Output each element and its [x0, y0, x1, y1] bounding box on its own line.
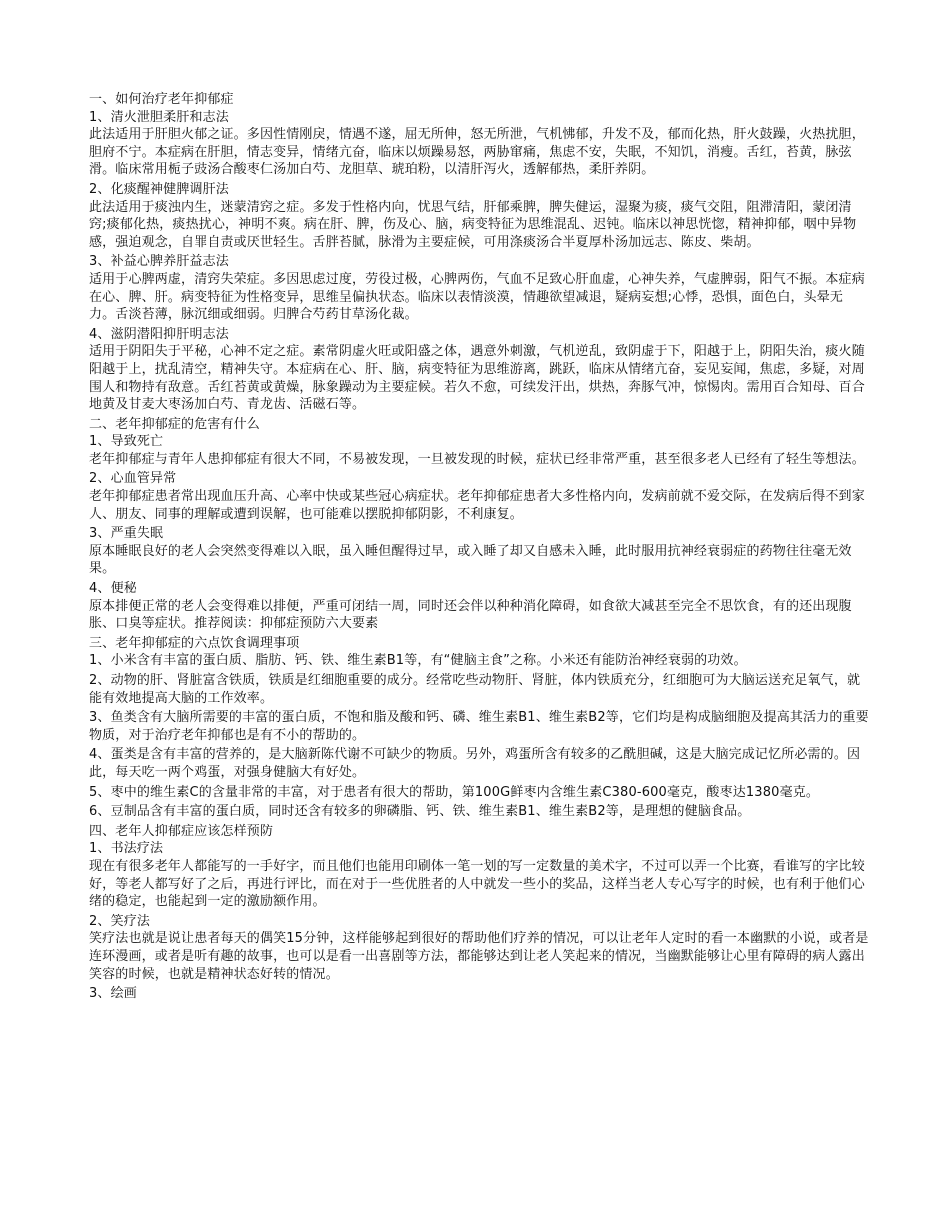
method-4-heading: 4、滋阴潜阳抑肝明志法: [89, 326, 229, 342]
method-4-text: 适用于阴阳失于平秘，心神不定之症。素常阴虚火旺或阳盛之体，遇意外刺激，气机逆乱，致阴虚于下，阳越于上，阴阳失治，痰火随阳越于上，扰乱清空，精神失守。本症病在心、肝、脑，病变特征为思维游离，跳跃，临床从情绪亢奋，妄见妄闻，焦虑，多疑，对周围人和物持有敌意。舌红苔黄或黄燥，脉象躁动为主要症候。若久不愈，可续发汗出，烘热，奔豚气冲，惊惕肉。需用百合知母、百合地黄及甘麦大枣汤加白芍、青龙齿、活磁石等。: [89, 344, 865, 413]
method-3-heading: 3、补益心脾养肝益志法: [89, 254, 229, 270]
method-3-text: 适用于心脾两虚，清窍失荣症。多因思虑过度，劳役过极，心脾两伤，气血不足致心肝血虚，心神失养，气虚脾弱，阳气不振。本症病在心、脾、肝。病变特征为性格变异，思维呈偏执状态。临床以表情淡漠，情趣欲望减退，疑病妄想;心悸，恐惧，面色白，头晕无力。舌淡苔薄，脉沉细或细弱。归脾合芍药甘草汤化裁。: [89, 271, 865, 323]
section-3-heading: 三、老年抑郁症的六点饮食调理事项: [89, 635, 300, 651]
document-body: [89, 91, 869, 1003]
section-4-heading: 四、老年人抑郁症应该怎样预防: [89, 823, 274, 839]
harm-1-heading: 1、导致死亡: [89, 434, 164, 450]
harm-2-text: 老年抑郁症患者常出现血压升高、心率中快或某些冠心病症状。老年抑郁症患者大多性格内向，发病前就不爱交际，在发病后得不到家人、朋友、同事的理解或遭到误解，也可能难以摆脱抑郁阴影，不利康复。: [89, 489, 865, 522]
harm-1-text: 老年抑郁症与青年人患抑郁症有很大不同，不易被发现，一旦被发现的时候，症状已经非常严重，甚至很多老人已经有了轻生等想法。: [89, 451, 865, 467]
diet-6-text: 6、豆制品含有丰富的蛋白质，同时还含有较多的卵磷脂、钙、铁、维生素B1、维生素B2等，是理想的健脑食品。: [89, 804, 751, 820]
method-1-text: 此法适用于肝胆火郁之证。多因性情刚戾，情遇不遂，屈无所伸，怒无所泄，气机怫郁，升发不及，郁而化热，肝火鼓躁，火热扰胆，胆府不宁。本症病在肝胆，情志变异，情绪亢奋，临床以烦躁易怒，两胁窜痛，焦虑不安，失眠，不知饥，消瘦。舌红，苔黄，脉弦滑。临床常用栀子豉汤合酸枣仁汤加白芍、龙胆草、琥珀粉，以清肝泻火，透解郁热，柔肝养阴。: [89, 127, 865, 178]
method-1-heading: 1、清火泄胆柔肝和志法: [89, 109, 229, 125]
prevent-1-heading: 1、书法疗法: [89, 841, 164, 857]
prevent-2-heading: 2、笑疗法: [89, 913, 151, 929]
prevent-3-heading: 3、绘画: [89, 986, 137, 1002]
harm-4-heading: 4、便秘: [89, 581, 137, 597]
section-1-heading: 一、如何治疗老年抑郁症: [89, 92, 234, 107]
harm-3-text: 原本睡眠良好的老人会突然变得难以入眠，虽入睡但醒得过早，或入睡了却又自感未入睡，此时服用抗神经衰弱症的药物往往毫无效果。: [89, 543, 852, 577]
harm-2-heading: 2、心血管异常: [89, 471, 177, 487]
harm-3-heading: 3、严重失眠: [89, 526, 164, 542]
diet-3-text: 3、鱼类含有大脑所需要的丰富的蛋白质，不饱和脂及酸和钙、磷、维生素B1、维生素B2等，它们均是构成脑细胞及提高其活力的重要物质，对于治疗老年抑郁也是有不小的帮助的。: [89, 710, 869, 743]
harm-4-text: 原本排便正常的老人会变得难以排便，严重可闭结一周，同时还会伴以种种消化障碍，如食欲大减甚至完全不思饮食，有的还出现腹胀、口臭等症状。推荐阅读：抑郁症预防六大要素: [89, 598, 852, 632]
method-2-text: 此法适用于痰浊内生，迷蒙清窍之症。多发于性格内向，忧思气结，肝郁乘脾，脾失健运，湿聚为痰，痰气交阻，阻滞清阳，蒙闭清窍;痰郁化热，痰热扰心，神明不爽。病在肝、脾，伤及心、脑，病变特征为思维混乱、迟钝。临床以神思恍惚，精神抑郁，咽中异物感，强迫观念，自罪自责或厌世轻生。舌胖苔腻，脉滑为主要症候，可用涤痰汤合半夏厚朴汤加远志、陈皮、柴胡。: [89, 199, 857, 250]
diet-4-text: 4、蛋类是含有丰富的营养的，是大脑新陈代谢不可缺少的物质。另外，鸡蛋所含有较多的乙酰胆碱，这是大脑完成记忆所必需的。因此，每天吃一两个鸡蛋，对强身健脑大有好处。: [89, 747, 861, 780]
section-2-heading: 二、老年抑郁症的危害有什么: [89, 416, 260, 432]
prevent-2-text: 笑疗法也就是说让患者每天的偶笑15分钟，这样能够起到很好的帮助他们疗养的情况，可以让老年人定时的看一本幽默的小说，或者是连环漫画，或者是听有趣的故事，也可以是看一出喜剧等方法，都能够达到让老人笑起来的情况，当幽默能够让心里有障碍的病人露出笑容的时候，也就是精神状态好转的情况。: [89, 931, 869, 982]
method-2-heading: 2、化痰醒神健脾调肝法: [89, 181, 229, 197]
prevent-1-text: 现在有很多老年人都能写的一手好字，而且他们也能用印刷体一笔一划的写一定数量的美术字，不过可以弄一个比赛，看谁写的字比较好，等老人都写好了之后，再进行评比，而在对于一些优胜者的人中就发一些小的奖品，这样当老人专心写字的时候，也有利于他们心绪的稳定，也能起到一定的激励额作用。: [89, 858, 865, 910]
diet-1-text: 1、小米含有丰富的蛋白质、脂肪、钙、铁、维生素B1等，有“健脑主食”之称。小米还有能防治神经衰弱的功效。: [89, 653, 747, 669]
diet-5-text: 5、枣中的维生素C的含量非常的丰富，对于患者有很大的帮助，第100G鲜枣内含维生素C380-600毫克，酸枣达1380毫克。: [89, 784, 820, 800]
diet-2-text: 2、动物的肝、肾脏富含铁质，铁质是红细胞重要的成分。经常吃些动物肝、肾脏，体内铁质充分，红细胞可为大脑运送充足氧气，就能有效地提高大脑的工作效率。: [89, 673, 861, 706]
